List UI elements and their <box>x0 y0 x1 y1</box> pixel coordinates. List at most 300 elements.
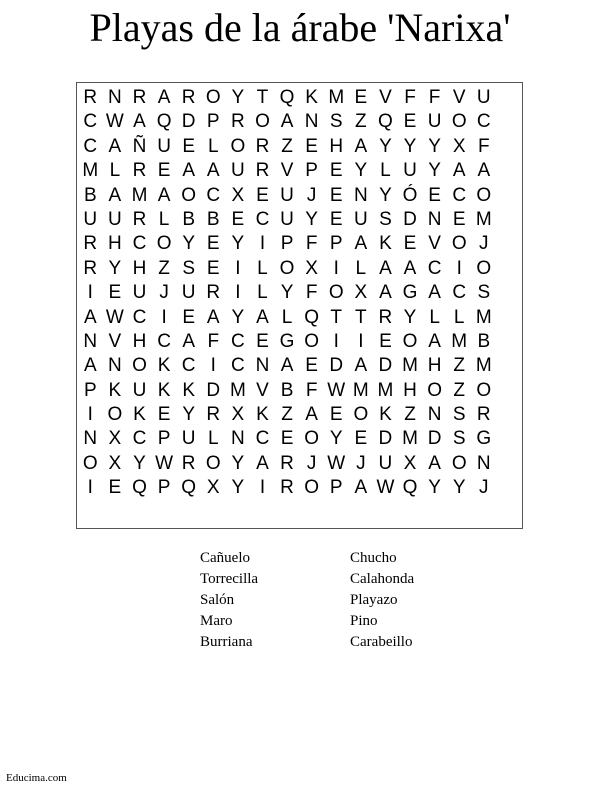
grid-row <box>78 110 521 134</box>
grid-letter[interactable]: O <box>304 330 320 352</box>
grid-letter[interactable]: E <box>108 282 122 304</box>
grid-letter[interactable]: O <box>181 184 197 206</box>
grid-letter[interactable]: E <box>108 477 122 499</box>
grid-letter[interactable]: Y <box>452 477 466 499</box>
grid-letter[interactable]: D <box>181 111 196 133</box>
grid-letter[interactable]: V <box>256 379 269 401</box>
grid-letter[interactable]: F <box>428 87 441 108</box>
grid-letter[interactable]: E <box>305 355 318 377</box>
grid-letter[interactable]: Y <box>231 87 245 108</box>
grid-letter[interactable]: F <box>207 330 220 352</box>
grid-letter[interactable]: V <box>108 330 122 352</box>
grid-letter[interactable]: R <box>280 452 294 474</box>
grid-letter[interactable]: O <box>205 452 221 474</box>
grid-letter[interactable]: E <box>329 184 343 206</box>
grid-letter[interactable]: B <box>182 208 196 230</box>
grid-letter[interactable]: E <box>206 233 220 255</box>
grid-letter[interactable]: Q <box>156 111 172 133</box>
grid-letter[interactable]: H <box>403 379 417 401</box>
grid-letter[interactable]: J <box>479 477 489 499</box>
grid-letter[interactable]: M <box>451 330 468 352</box>
grid-letter[interactable]: C <box>83 111 98 133</box>
grid-letter[interactable]: Y <box>428 135 441 157</box>
grid-letter[interactable]: U <box>378 452 393 474</box>
grid-letter[interactable]: O <box>82 452 98 474</box>
grid-letter[interactable]: N <box>304 111 319 133</box>
grid-letter[interactable]: F <box>477 135 490 157</box>
grid-letter[interactable]: C <box>181 355 196 377</box>
grid-letter[interactable]: R <box>132 160 147 182</box>
grid-letter[interactable]: C <box>427 257 442 279</box>
grid-letter[interactable]: P <box>329 477 343 499</box>
grid-letter[interactable]: O <box>427 379 442 401</box>
grid-letter[interactable]: K <box>157 355 171 377</box>
grid-letter[interactable]: J <box>356 452 366 474</box>
grid-letter[interactable]: S <box>329 111 343 133</box>
grid-letter[interactable]: E <box>329 160 343 182</box>
grid-letter[interactable]: A <box>379 282 392 304</box>
grid-letter[interactable]: I <box>87 404 93 426</box>
grid-letter[interactable]: B <box>206 208 220 230</box>
grid-letter[interactable]: R <box>181 452 196 474</box>
grid-letter[interactable]: A <box>452 160 466 182</box>
grid-letter[interactable]: E <box>379 330 392 352</box>
grid-letter[interactable]: B <box>83 184 97 206</box>
grid-letter[interactable]: O <box>402 330 418 352</box>
grid-letter[interactable]: C <box>83 135 98 157</box>
grid-letter[interactable]: X <box>108 452 122 474</box>
grid-letter[interactable]: A <box>428 452 441 474</box>
grid-letter[interactable]: I <box>87 282 93 304</box>
grid-letter[interactable]: N <box>83 428 98 450</box>
grid-letter[interactable]: L <box>109 160 121 182</box>
grid-letter[interactable]: N <box>255 355 270 377</box>
grid-letter[interactable]: X <box>231 404 245 426</box>
grid-letter[interactable]: L <box>453 306 465 328</box>
grid-letter[interactable]: V <box>428 233 441 255</box>
grid-letter[interactable]: Y <box>403 135 417 157</box>
grid-letter[interactable]: J <box>159 282 169 304</box>
grid-letter[interactable]: H <box>132 330 147 352</box>
grid-letter[interactable]: I <box>333 330 339 352</box>
grid-letter[interactable]: A <box>403 257 417 279</box>
grid-letter[interactable]: P <box>83 379 97 401</box>
grid-letter[interactable]: O <box>156 233 172 255</box>
grid-letter[interactable]: G <box>279 330 295 352</box>
grid-letter[interactable]: M <box>229 379 246 401</box>
grid-letter[interactable]: A <box>182 160 196 182</box>
grid-letter[interactable]: O <box>304 428 320 450</box>
grid-letter[interactable]: L <box>257 257 268 279</box>
grid-letter[interactable]: O <box>107 404 123 426</box>
grid-letter[interactable]: C <box>452 282 467 304</box>
grid-letter[interactable]: V <box>280 160 294 182</box>
grid-letter[interactable]: M <box>377 379 394 401</box>
grid-letter[interactable]: S <box>379 208 392 230</box>
grid-letter[interactable]: A <box>256 306 269 328</box>
grid-letter[interactable]: C <box>255 208 270 230</box>
grid-letter[interactable]: A <box>477 160 491 182</box>
grid-letter[interactable]: O <box>451 452 467 474</box>
grid-letter[interactable]: Q <box>132 477 147 499</box>
grid-letter[interactable]: M <box>402 428 418 450</box>
grid-letter[interactable]: M <box>475 355 492 377</box>
grid-letter[interactable]: N <box>476 452 491 474</box>
grid-letter[interactable]: E <box>354 87 368 108</box>
grid-letter[interactable]: A <box>83 355 97 377</box>
grid-letter[interactable]: I <box>259 477 266 499</box>
grid-letter[interactable]: T <box>256 87 269 108</box>
grid-letter[interactable]: A <box>256 452 269 474</box>
grid-letter[interactable]: U <box>280 208 294 230</box>
grid-letter[interactable]: Y <box>280 282 294 304</box>
grid-letter[interactable]: F <box>305 379 318 401</box>
grid-letter[interactable]: R <box>83 87 98 108</box>
word-item: Pino <box>350 613 378 629</box>
grid-letter[interactable]: W <box>105 111 124 133</box>
grid-letter[interactable]: A <box>108 135 122 157</box>
grid-letter[interactable]: K <box>182 379 196 401</box>
grid-letter[interactable]: Y <box>182 404 196 426</box>
grid-letter[interactable]: Y <box>354 160 368 182</box>
grid-letter[interactable]: C <box>230 355 245 377</box>
grid-letter[interactable]: Y <box>379 135 392 157</box>
grid-letter[interactable]: G <box>476 428 492 450</box>
grid-letter[interactable]: S <box>452 428 466 450</box>
grid-letter[interactable]: D <box>378 428 393 450</box>
grid-letter[interactable]: Q <box>378 111 393 133</box>
grid-letter[interactable]: E <box>403 233 417 255</box>
grid-letter[interactable]: O <box>328 282 344 304</box>
grid-letter[interactable]: H <box>329 135 344 157</box>
grid-letter[interactable]: N <box>427 404 442 426</box>
grid-letter[interactable]: W <box>105 306 124 328</box>
grid-letter[interactable]: Y <box>231 477 245 499</box>
grid-letter[interactable]: R <box>280 477 294 499</box>
grid-letter[interactable]: Z <box>158 257 170 279</box>
grid-letter[interactable]: C <box>132 233 147 255</box>
grid-letter[interactable]: N <box>108 355 122 377</box>
grid-letter[interactable]: R <box>230 111 245 133</box>
grid-letter[interactable]: U <box>476 87 491 108</box>
grid-letter[interactable]: O <box>304 477 320 499</box>
page-title: Playas de la árabe 'Narixa' <box>89 5 511 50</box>
grid-letter[interactable]: H <box>108 233 122 255</box>
grid-letter[interactable]: U <box>427 111 442 133</box>
grid-letter[interactable]: I <box>259 233 266 255</box>
grid-letter[interactable]: Y <box>108 257 122 279</box>
grid-letter[interactable]: F <box>305 282 318 304</box>
grid-letter[interactable]: Y <box>182 233 196 255</box>
grid-letter[interactable]: E <box>206 257 220 279</box>
grid-letter[interactable]: C <box>230 330 245 352</box>
grid-letter[interactable]: Z <box>281 135 293 157</box>
grid-letter[interactable]: A <box>157 184 171 206</box>
grid-letter[interactable]: W <box>327 379 346 401</box>
grid-letter[interactable]: K <box>133 404 146 426</box>
word-item: Cañuelo <box>200 550 250 566</box>
grid-letter[interactable]: Z <box>355 111 367 133</box>
grid-letter[interactable]: X <box>108 428 122 450</box>
grid-letter[interactable]: B <box>477 330 491 352</box>
grid-letter[interactable]: O <box>279 257 295 279</box>
grid-letter[interactable]: A <box>133 111 146 133</box>
grid-letter[interactable]: Q <box>304 306 320 328</box>
grid-letter[interactable]: E <box>182 135 196 157</box>
grid-letter[interactable]: M <box>475 306 492 328</box>
grid-letter[interactable]: J <box>479 233 489 255</box>
grid-letter[interactable]: R <box>378 306 393 328</box>
grid-letter[interactable]: W <box>327 452 346 474</box>
grid-letter[interactable]: F <box>305 233 318 255</box>
grid-letter[interactable]: O <box>476 379 492 401</box>
grid-letter[interactable]: C <box>157 330 171 352</box>
grid-letter[interactable]: L <box>429 306 440 328</box>
grid-letter[interactable]: C <box>132 428 147 450</box>
grid-letter[interactable]: Y <box>379 184 392 206</box>
grid-row <box>78 427 521 451</box>
grid-letter[interactable]: I <box>358 330 364 352</box>
grid-letter[interactable]: E <box>403 111 417 133</box>
grid-letter[interactable]: X <box>452 135 466 157</box>
grid-letter[interactable]: N <box>108 87 122 108</box>
grid-letter[interactable]: M <box>328 87 345 108</box>
grid-letter[interactable]: E <box>256 184 269 206</box>
grid-letter[interactable]: R <box>255 160 270 182</box>
grid-letter[interactable]: V <box>452 87 466 108</box>
grid-letter[interactable]: P <box>157 428 171 450</box>
grid-letter[interactable]: O <box>353 404 369 426</box>
grid-letter[interactable]: A <box>428 282 441 304</box>
grid-letter[interactable]: Q <box>279 87 295 108</box>
word-item: Carabeillo <box>350 634 413 650</box>
grid-letter[interactable]: X <box>231 184 245 206</box>
grid-letter[interactable]: W <box>376 477 395 499</box>
grid-letter[interactable]: U <box>181 428 196 450</box>
grid-letter[interactable]: L <box>380 160 391 182</box>
grid-letter[interactable]: A <box>182 330 196 352</box>
grid-letter[interactable]: O <box>451 111 467 133</box>
grid-letter[interactable]: Q <box>402 477 418 499</box>
grid-letter[interactable]: T <box>330 306 343 328</box>
grid-letter[interactable]: P <box>206 111 220 133</box>
grid-letter[interactable]: D <box>206 379 221 401</box>
grid-letter[interactable]: N <box>353 184 368 206</box>
grid-letter[interactable]: U <box>230 160 245 182</box>
grid-letter[interactable]: X <box>206 477 220 499</box>
grid-letter[interactable]: Z <box>404 404 416 426</box>
grid-letter[interactable]: A <box>157 87 171 108</box>
grid-letter[interactable]: M <box>82 160 99 182</box>
grid-letter[interactable]: A <box>354 233 368 255</box>
grid-letter[interactable]: C <box>132 306 147 328</box>
grid-letter[interactable]: R <box>255 135 270 157</box>
grid-letter[interactable]: M <box>131 184 148 206</box>
grid-letter[interactable]: A <box>280 111 294 133</box>
grid-letter[interactable]: R <box>132 208 147 230</box>
grid-letter[interactable]: L <box>355 257 367 279</box>
grid-letter[interactable]: O <box>205 87 221 108</box>
grid-letter[interactable]: A <box>206 160 220 182</box>
grid-letter[interactable]: K <box>256 404 269 426</box>
grid-letter[interactable]: K <box>305 87 318 108</box>
grid-letter[interactable]: S <box>477 282 491 304</box>
grid-letter[interactable]: I <box>235 282 241 304</box>
grid-letter[interactable]: J <box>306 184 317 206</box>
grid-letter[interactable]: L <box>207 428 219 450</box>
grid-letter[interactable]: S <box>452 404 466 426</box>
grid-letter[interactable]: F <box>404 87 416 108</box>
grid-letter[interactable]: N <box>83 330 98 352</box>
grid-letter[interactable]: U <box>157 135 171 157</box>
grid-letter[interactable]: R <box>476 404 491 426</box>
grid-letter[interactable]: E <box>354 428 368 450</box>
grid-letter[interactable]: Y <box>329 428 343 450</box>
grid-letter[interactable]: E <box>428 184 441 206</box>
grid-letter[interactable]: Ó <box>402 184 418 206</box>
grid-letter[interactable]: A <box>280 355 294 377</box>
grid-letter[interactable]: J <box>306 452 317 474</box>
grid-letter[interactable]: E <box>157 160 171 182</box>
grid-letter[interactable]: L <box>207 135 219 157</box>
grid-letter[interactable]: P <box>305 160 318 182</box>
grid-letter[interactable]: R <box>83 257 98 279</box>
grid-letter[interactable]: C <box>255 428 270 450</box>
grid-letter[interactable]: L <box>281 306 293 328</box>
grid-letter[interactable]: E <box>280 428 294 450</box>
grid-letter[interactable]: U <box>132 282 147 304</box>
word-list-right-column <box>350 548 414 653</box>
grid-letter[interactable]: K <box>157 379 171 401</box>
grid-letter[interactable]: E <box>157 404 171 426</box>
grid-letter[interactable]: C <box>476 111 491 133</box>
grid-letter[interactable]: Z <box>281 404 293 426</box>
grid-letter[interactable]: Y <box>428 160 441 182</box>
grid-letter[interactable]: M <box>352 379 369 401</box>
grid-letter[interactable]: O <box>476 184 492 206</box>
grid-letter[interactable]: C <box>452 184 467 206</box>
grid-letter[interactable]: M <box>402 355 418 377</box>
grid-letter[interactable]: W <box>155 452 174 474</box>
grid-letter[interactable]: M <box>475 208 492 230</box>
letter-grid <box>78 86 521 501</box>
grid-letter[interactable]: P <box>280 233 294 255</box>
grid-letter[interactable]: U <box>132 379 147 401</box>
word-item: Salón <box>200 592 235 608</box>
grid-letter[interactable]: A <box>354 477 368 499</box>
grid-letter[interactable]: U <box>83 208 98 230</box>
grid-letter[interactable]: X <box>305 257 318 279</box>
grid-letter[interactable]: G <box>402 282 418 304</box>
grid-letter[interactable]: K <box>379 233 392 255</box>
grid-letter[interactable]: I <box>235 257 241 279</box>
grid-letter[interactable]: C <box>206 184 221 206</box>
grid-letter[interactable]: D <box>403 208 417 230</box>
grid-letter[interactable]: B <box>280 379 294 401</box>
grid-letter[interactable]: K <box>108 379 122 401</box>
grid-letter[interactable]: A <box>428 330 441 352</box>
grid-letter[interactable]: X <box>354 282 368 304</box>
grid-letter[interactable]: I <box>210 355 216 377</box>
grid-letter[interactable]: R <box>181 87 196 108</box>
grid-letter[interactable]: D <box>378 355 393 377</box>
grid-letter[interactable]: A <box>379 257 392 279</box>
grid-letter[interactable]: U <box>403 160 417 182</box>
grid-letter[interactable]: R <box>83 233 98 255</box>
grid-letter[interactable]: N <box>427 208 442 230</box>
grid-letter[interactable]: R <box>206 282 221 304</box>
grid-letter[interactable]: Z <box>453 379 465 401</box>
grid-letter[interactable]: X <box>403 452 417 474</box>
grid-letter[interactable]: E <box>329 208 343 230</box>
grid-letter[interactable]: T <box>355 306 367 328</box>
grid-letter[interactable]: N <box>230 428 245 450</box>
grid-letter[interactable]: H <box>132 257 147 279</box>
grid-letter[interactable]: O <box>451 233 467 255</box>
grid-letter[interactable]: U <box>181 282 196 304</box>
grid-letter[interactable]: A <box>83 306 97 328</box>
grid-letter[interactable]: E <box>452 208 466 230</box>
grid-letter[interactable]: E <box>231 208 245 230</box>
grid-letter[interactable]: Y <box>231 233 245 255</box>
grid-letter[interactable]: Q <box>181 477 197 499</box>
grid-letter[interactable]: Z <box>453 355 465 377</box>
grid-letter[interactable]: E <box>182 306 196 328</box>
grid-letter[interactable]: A <box>108 184 122 206</box>
grid-letter[interactable]: I <box>161 306 167 328</box>
grid-letter[interactable]: P <box>329 233 343 255</box>
grid-letter[interactable]: L <box>257 282 268 304</box>
grid-letter[interactable]: D <box>329 355 344 377</box>
grid-letter[interactable]: Y <box>305 208 318 230</box>
grid-row <box>78 403 521 427</box>
grid-letter[interactable]: I <box>333 257 339 279</box>
grid-letter[interactable]: K <box>379 404 392 426</box>
grid-letter[interactable]: I <box>456 257 462 279</box>
grid-letter[interactable]: Y <box>231 452 245 474</box>
grid-letter[interactable]: O <box>476 257 492 279</box>
grid-letter[interactable]: V <box>379 87 392 108</box>
grid-letter[interactable]: Y <box>231 306 245 328</box>
grid-letter[interactable]: R <box>206 404 221 426</box>
grid-letter[interactable]: Ñ <box>132 135 147 157</box>
grid-letter[interactable]: A <box>354 355 368 377</box>
grid-row <box>78 281 521 305</box>
grid-letter[interactable]: U <box>353 208 368 230</box>
grid-letter[interactable]: O <box>255 111 270 133</box>
grid-letter[interactable]: H <box>427 355 442 377</box>
grid-letter[interactable]: S <box>182 257 196 279</box>
grid-letter[interactable]: A <box>206 306 220 328</box>
grid-letter[interactable]: Y <box>403 306 417 328</box>
grid-letter[interactable]: I <box>87 477 93 499</box>
grid-letter[interactable]: Y <box>428 477 441 499</box>
grid-letter[interactable]: E <box>305 135 318 157</box>
grid-letter[interactable]: D <box>427 428 442 450</box>
grid-letter[interactable]: A <box>354 135 368 157</box>
grid-letter[interactable]: L <box>158 208 170 230</box>
grid-letter[interactable]: Y <box>133 452 146 474</box>
grid-letter[interactable]: O <box>230 135 246 157</box>
grid-letter[interactable]: U <box>108 208 122 230</box>
grid-letter[interactable]: P <box>157 477 171 499</box>
grid-letter[interactable]: E <box>256 330 269 352</box>
grid-letter[interactable]: U <box>280 184 294 206</box>
grid-letter[interactable]: O <box>132 355 147 377</box>
grid-letter[interactable]: A <box>305 404 318 426</box>
grid-letter[interactable]: R <box>132 87 147 108</box>
grid-letter[interactable]: E <box>329 404 343 426</box>
